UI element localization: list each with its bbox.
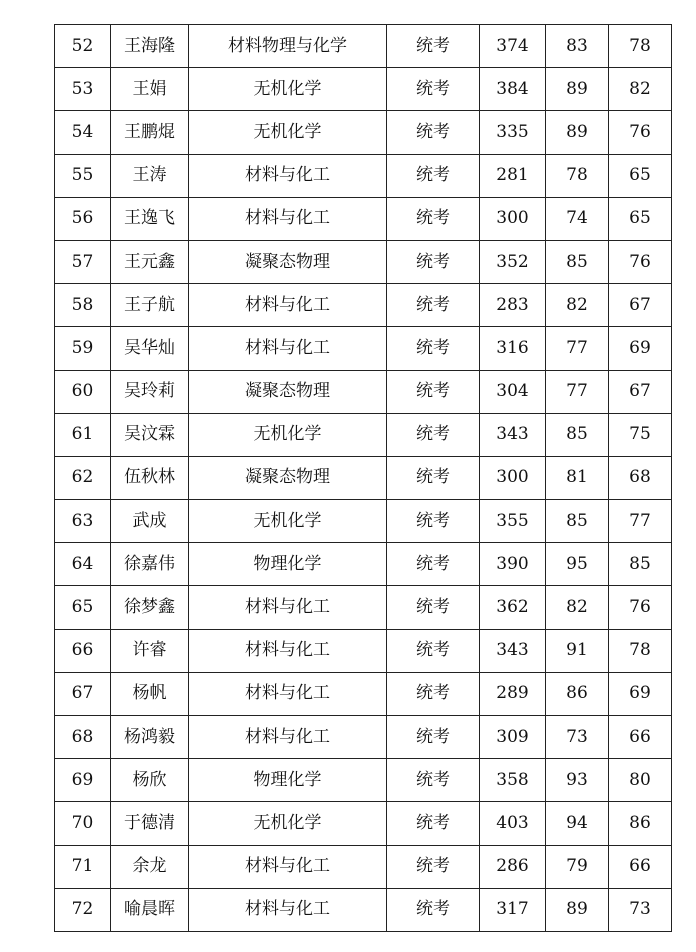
name-cell: 徐梦鑫 [111, 586, 189, 629]
row-number-cell: 69 [55, 759, 111, 802]
row-number-cell: 65 [55, 586, 111, 629]
row-number-cell: 63 [55, 500, 111, 543]
major-cell: 无机化学 [189, 68, 387, 111]
name-cell: 徐嘉伟 [111, 543, 189, 586]
subject-score-2-cell: 69 [609, 327, 672, 370]
total-score-cell: 300 [480, 456, 546, 499]
name-cell: 王元鑫 [111, 240, 189, 283]
subject-score-1-cell: 89 [546, 888, 609, 931]
major-cell: 无机化学 [189, 111, 387, 154]
subject-score-2-cell: 68 [609, 456, 672, 499]
row-number-cell: 59 [55, 327, 111, 370]
subject-score-1-cell: 94 [546, 802, 609, 845]
subject-score-2-cell: 67 [609, 370, 672, 413]
total-score-cell: 355 [480, 500, 546, 543]
table-row [55, 888, 672, 931]
table-row [55, 629, 672, 672]
name-cell: 于德清 [111, 802, 189, 845]
exam-type-cell: 统考 [387, 759, 480, 802]
subject-score-2-cell: 78 [609, 25, 672, 68]
subject-score-1-cell: 73 [546, 716, 609, 759]
table-row [55, 845, 672, 888]
total-score-cell: 358 [480, 759, 546, 802]
name-cell: 吴华灿 [111, 327, 189, 370]
row-number-cell: 67 [55, 672, 111, 715]
score-table [54, 24, 672, 932]
subject-score-1-cell: 79 [546, 845, 609, 888]
total-score-cell: 390 [480, 543, 546, 586]
table-row [55, 284, 672, 327]
major-cell: 材料与化工 [189, 716, 387, 759]
major-cell: 材料与化工 [189, 327, 387, 370]
subject-score-2-cell: 65 [609, 197, 672, 240]
row-number-cell: 58 [55, 284, 111, 327]
row-number-cell: 52 [55, 25, 111, 68]
name-cell: 王娟 [111, 68, 189, 111]
exam-type-cell: 统考 [387, 672, 480, 715]
row-number-cell: 70 [55, 802, 111, 845]
row-number-cell: 66 [55, 629, 111, 672]
exam-type-cell: 统考 [387, 629, 480, 672]
subject-score-2-cell: 82 [609, 68, 672, 111]
major-cell: 材料与化工 [189, 888, 387, 931]
total-score-cell: 384 [480, 68, 546, 111]
major-cell: 无机化学 [189, 802, 387, 845]
exam-type-cell: 统考 [387, 586, 480, 629]
name-cell: 吴玲莉 [111, 370, 189, 413]
name-cell: 伍秋林 [111, 456, 189, 499]
subject-score-2-cell: 85 [609, 543, 672, 586]
exam-type-cell: 统考 [387, 456, 480, 499]
major-cell: 材料物理与化学 [189, 25, 387, 68]
subject-score-2-cell: 65 [609, 154, 672, 197]
total-score-cell: 283 [480, 284, 546, 327]
exam-type-cell: 统考 [387, 25, 480, 68]
subject-score-1-cell: 82 [546, 284, 609, 327]
exam-type-cell: 统考 [387, 327, 480, 370]
exam-type-cell: 统考 [387, 500, 480, 543]
name-cell: 余龙 [111, 845, 189, 888]
name-cell: 喻晨晖 [111, 888, 189, 931]
subject-score-2-cell: 86 [609, 802, 672, 845]
row-number-cell: 55 [55, 154, 111, 197]
subject-score-2-cell: 76 [609, 240, 672, 283]
total-score-cell: 374 [480, 25, 546, 68]
exam-type-cell: 统考 [387, 413, 480, 456]
total-score-cell: 300 [480, 197, 546, 240]
major-cell: 材料与化工 [189, 845, 387, 888]
exam-type-cell: 统考 [387, 68, 480, 111]
subject-score-1-cell: 83 [546, 25, 609, 68]
name-cell: 武成 [111, 500, 189, 543]
major-cell: 材料与化工 [189, 586, 387, 629]
table-row [55, 500, 672, 543]
exam-type-cell: 统考 [387, 111, 480, 154]
subject-score-1-cell: 82 [546, 586, 609, 629]
major-cell: 材料与化工 [189, 197, 387, 240]
major-cell: 凝聚态物理 [189, 456, 387, 499]
total-score-cell: 343 [480, 629, 546, 672]
name-cell: 王逸飞 [111, 197, 189, 240]
table-row [55, 413, 672, 456]
total-score-cell: 286 [480, 845, 546, 888]
total-score-cell: 403 [480, 802, 546, 845]
row-number-cell: 57 [55, 240, 111, 283]
subject-score-1-cell: 85 [546, 413, 609, 456]
subject-score-2-cell: 80 [609, 759, 672, 802]
row-number-cell: 62 [55, 456, 111, 499]
exam-type-cell: 统考 [387, 154, 480, 197]
total-score-cell: 335 [480, 111, 546, 154]
major-cell: 凝聚态物理 [189, 370, 387, 413]
table-row [55, 327, 672, 370]
subject-score-1-cell: 91 [546, 629, 609, 672]
table-row [55, 716, 672, 759]
total-score-cell: 289 [480, 672, 546, 715]
major-cell: 材料与化工 [189, 284, 387, 327]
exam-type-cell: 统考 [387, 197, 480, 240]
exam-type-cell: 统考 [387, 716, 480, 759]
total-score-cell: 362 [480, 586, 546, 629]
major-cell: 材料与化工 [189, 672, 387, 715]
row-number-cell: 53 [55, 68, 111, 111]
table-row [55, 759, 672, 802]
row-number-cell: 60 [55, 370, 111, 413]
table-row [55, 68, 672, 111]
exam-type-cell: 统考 [387, 284, 480, 327]
major-cell: 物理化学 [189, 759, 387, 802]
subject-score-2-cell: 66 [609, 716, 672, 759]
table-row [55, 586, 672, 629]
score-table-body [55, 25, 672, 932]
exam-type-cell: 统考 [387, 802, 480, 845]
row-number-cell: 68 [55, 716, 111, 759]
table-row [55, 543, 672, 586]
subject-score-1-cell: 86 [546, 672, 609, 715]
exam-type-cell: 统考 [387, 543, 480, 586]
subject-score-2-cell: 76 [609, 111, 672, 154]
row-number-cell: 61 [55, 413, 111, 456]
subject-score-1-cell: 89 [546, 111, 609, 154]
total-score-cell: 352 [480, 240, 546, 283]
subject-score-2-cell: 73 [609, 888, 672, 931]
subject-score-2-cell: 76 [609, 586, 672, 629]
exam-type-cell: 统考 [387, 370, 480, 413]
name-cell: 王鹏焜 [111, 111, 189, 154]
name-cell: 吴汶霖 [111, 413, 189, 456]
table-row [55, 25, 672, 68]
major-cell: 材料与化工 [189, 154, 387, 197]
name-cell: 杨帆 [111, 672, 189, 715]
table-row [55, 240, 672, 283]
total-score-cell: 317 [480, 888, 546, 931]
major-cell: 无机化学 [189, 500, 387, 543]
subject-score-1-cell: 81 [546, 456, 609, 499]
name-cell: 许睿 [111, 629, 189, 672]
subject-score-2-cell: 78 [609, 629, 672, 672]
subject-score-1-cell: 77 [546, 370, 609, 413]
exam-type-cell: 统考 [387, 888, 480, 931]
major-cell: 无机化学 [189, 413, 387, 456]
name-cell: 王子航 [111, 284, 189, 327]
major-cell: 凝聚态物理 [189, 240, 387, 283]
subject-score-1-cell: 78 [546, 154, 609, 197]
exam-type-cell: 统考 [387, 240, 480, 283]
subject-score-1-cell: 89 [546, 68, 609, 111]
table-row [55, 456, 672, 499]
table-row [55, 154, 672, 197]
table-row [55, 197, 672, 240]
subject-score-1-cell: 95 [546, 543, 609, 586]
total-score-cell: 343 [480, 413, 546, 456]
name-cell: 王海隆 [111, 25, 189, 68]
subject-score-2-cell: 77 [609, 500, 672, 543]
name-cell: 杨鸿毅 [111, 716, 189, 759]
table-row [55, 672, 672, 715]
row-number-cell: 56 [55, 197, 111, 240]
row-number-cell: 54 [55, 111, 111, 154]
row-number-cell: 72 [55, 888, 111, 931]
subject-score-1-cell: 74 [546, 197, 609, 240]
table-row [55, 370, 672, 413]
table-row [55, 111, 672, 154]
major-cell: 材料与化工 [189, 629, 387, 672]
name-cell: 王涛 [111, 154, 189, 197]
name-cell: 杨欣 [111, 759, 189, 802]
row-number-cell: 71 [55, 845, 111, 888]
exam-type-cell: 统考 [387, 845, 480, 888]
table-row [55, 802, 672, 845]
total-score-cell: 309 [480, 716, 546, 759]
subject-score-1-cell: 93 [546, 759, 609, 802]
subject-score-1-cell: 77 [546, 327, 609, 370]
subject-score-1-cell: 85 [546, 500, 609, 543]
subject-score-1-cell: 85 [546, 240, 609, 283]
total-score-cell: 304 [480, 370, 546, 413]
subject-score-2-cell: 69 [609, 672, 672, 715]
major-cell: 物理化学 [189, 543, 387, 586]
total-score-cell: 316 [480, 327, 546, 370]
subject-score-2-cell: 67 [609, 284, 672, 327]
subject-score-2-cell: 75 [609, 413, 672, 456]
total-score-cell: 281 [480, 154, 546, 197]
subject-score-2-cell: 66 [609, 845, 672, 888]
row-number-cell: 64 [55, 543, 111, 586]
